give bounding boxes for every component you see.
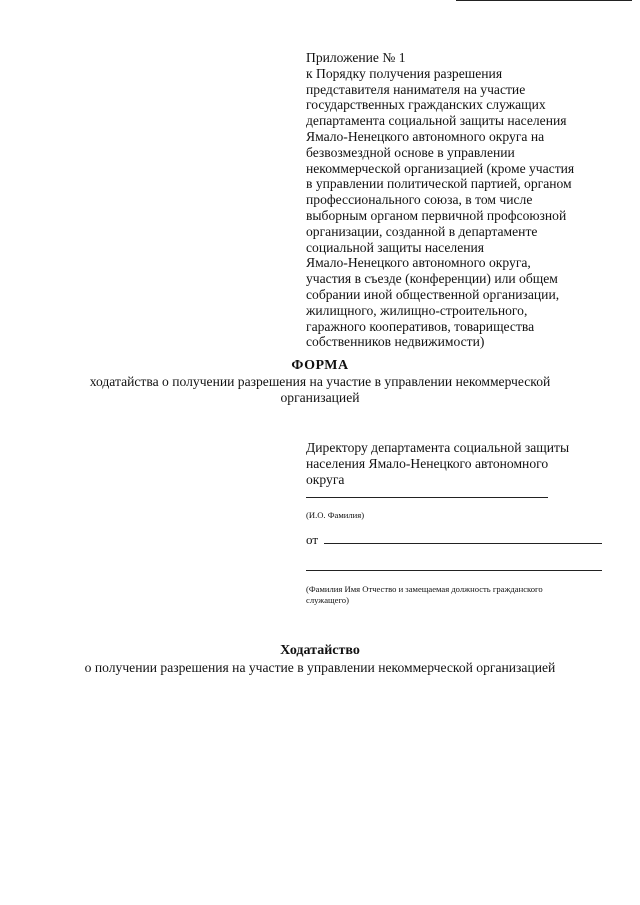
from-label: от — [306, 532, 319, 547]
sender-caption — [306, 584, 606, 606]
sender-caption-line2: служащего) — [306, 595, 349, 605]
appendix-line: безвозмездной основе в управлении — [306, 144, 515, 160]
addressee-line: округа — [306, 471, 345, 487]
appendix-line: некоммерческой организацией (кроме участия — [306, 160, 575, 176]
form-title: ФОРМА — [291, 358, 349, 373]
form-subtitle-line1: ходатайства о получении разрешения на участие в управлении некоммерческой — [89, 374, 551, 389]
appendix-line: Ямало-Ненецкого автономного округа на — [306, 128, 545, 144]
appendix-line: Ямало-Ненецкого автономного округа, — [306, 255, 531, 271]
form-heading — [0, 358, 640, 406]
appendix-line: социальной защиты населения — [306, 239, 485, 255]
appendix-line: жилищного, жилищно-строительного, — [306, 302, 528, 318]
appendix-line: выборным органом первичной профсоюзной — [306, 207, 567, 223]
sender-name-field[interactable] — [324, 543, 602, 544]
appendix-line: Приложение № 1 — [306, 50, 406, 65]
appendix-line: представителя нанимателя на участие — [306, 81, 526, 97]
appendix-line: в управлении политической партией, органом — [306, 176, 572, 192]
appendix-line: государственных гражданских служащих — [306, 97, 546, 113]
petition-subtitle: о получении разрешения на участие в управлении некоммерческой организацией — [84, 660, 556, 675]
appendix-line: гаражного кооперативов, товарищества — [306, 318, 535, 334]
petition-title: Ходатайство — [280, 643, 360, 658]
addressee-line: населения Ямало-Ненецкого автономного — [306, 455, 549, 471]
addressee-block — [306, 440, 616, 487]
appendix-line: собственников недвижимости) — [306, 334, 485, 350]
director-name-field[interactable] — [306, 497, 548, 498]
appendix-line: участия в съезде (конференции) или общем — [306, 271, 558, 287]
petition-heading — [0, 642, 640, 676]
appendix-block — [306, 50, 626, 350]
appendix-line: к Порядку получения разрешения — [306, 65, 503, 81]
appendix-line: организации, созданной в департаменте — [306, 223, 538, 239]
director-name-caption: (И.О. Фамилия) — [306, 510, 365, 520]
sender-caption-line1: (Фамилия Имя Отчество и замещаемая должность гражданского — [306, 584, 543, 594]
appendix-line: департамента социальной защиты населения — [306, 113, 567, 129]
top-edge-rule — [456, 0, 632, 1]
appendix-line: профессионального союза, в том числе — [306, 192, 533, 208]
addressee-line: Директору департамента социальной защиты — [306, 440, 570, 455]
form-subtitle-line2: организацией — [280, 389, 360, 405]
sender-position-field[interactable] — [306, 570, 602, 571]
appendix-line: собрании иной общественной организации, — [306, 286, 560, 302]
